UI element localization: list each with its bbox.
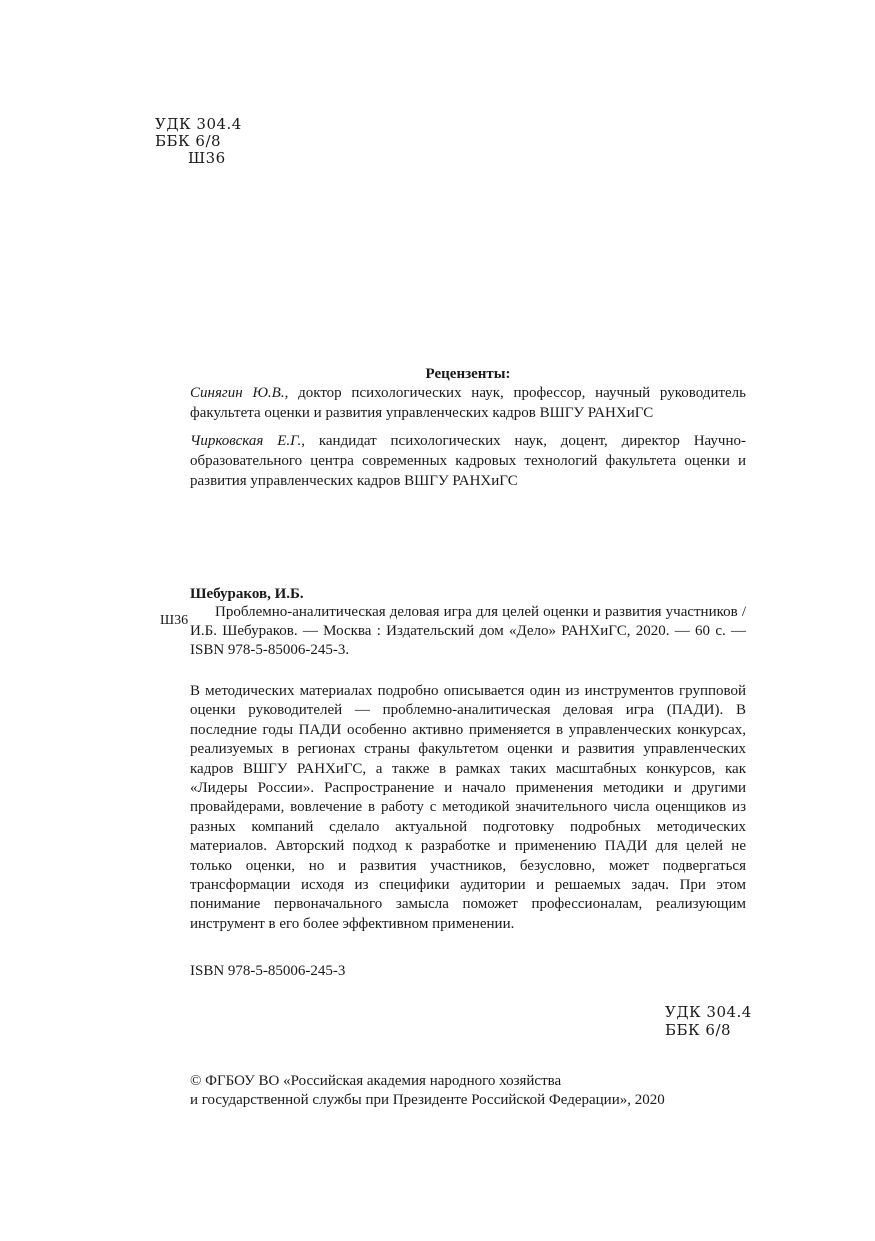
bbk-code: ББК 6/8: [155, 132, 222, 150]
abstract-text: В методических материалах подробно описывается один из инструментов групповой оценки руководителей — проблемно-аналитическая деловая игра (ПАДИ). В последние годы ПАДИ особенно активно применяется в управленческих конкурсах, реализуемых в регионах страны факультетом оценки и развития управленческих кадров ВШГУ РАНХиГС, а также в рамках таких масштабных конкурсов, как «Лидеры России». Распространение и начало применения методики и другими провайдерами, вовлечение в работу с методикой значительного числа оценщиков из разных компаний сделало актуальной подготовку подробных методических материалов. Авторский подход к разработке и применению ПАДИ для целей не только оценки, но и развития участников, безусловно, может подвергаться трансформации исходя из специфики аудитории и решаемых задач. При этом понимание первоначального замысла поможет профессионалам, реализующим инструмент в его более эффективном применении.: [190, 683, 746, 932]
reviewer-name: Синягин Ю.В.: [190, 385, 285, 401]
classification-block-top: [155, 116, 242, 167]
author-code: Ш36: [188, 149, 226, 167]
isbn: ISBN 978-5-85006-245-3: [190, 963, 346, 979]
reviewer-entry-1: [190, 383, 746, 423]
reviewer-name: Чирковская Е.Г.: [190, 433, 302, 449]
reviewers-title: Рецензенты:: [425, 366, 511, 382]
copyright-line-2: и государственной службы при Президенте Российской Федерации», 2020: [190, 1092, 665, 1108]
bibliographic-code: Ш36: [160, 613, 189, 628]
reviewer-description: , доктор психологических наук, профессор, научный руководитель факультета оценки и развития управленческих кадров ВШГУ РАНХиГС: [190, 385, 747, 421]
bibliographic-author: Шебураков, И.Б.: [190, 586, 304, 602]
udk-code: УДК 304.4: [155, 115, 242, 133]
bbk-code: ББК 6/8: [665, 1021, 732, 1039]
reviewer-description: , кандидат психологических наук, доцент, директор Научно-образовательного центра современных кадровых технологий факультета оценки и развития управленческих кадров ВШГУ РАНХиГС: [190, 433, 747, 489]
copyright-line-1: © ФГБОУ ВО «Российская академия народного хозяйства: [190, 1073, 562, 1089]
classification-block-bottom: [665, 1003, 752, 1039]
copyright: [190, 1072, 665, 1110]
bibliographic-description: Проблемно-аналитическая деловая игра для целей оценки и развития участников / И.Б. Шебураков. — Москва : Издательский дом «Дело» РАНХиГС, 2020. — 60 с. — ISBN 978-5-85006-245-3.: [190, 604, 746, 658]
reviewer-entry-2: [190, 431, 746, 491]
udk-code: УДК 304.4: [665, 1003, 752, 1021]
